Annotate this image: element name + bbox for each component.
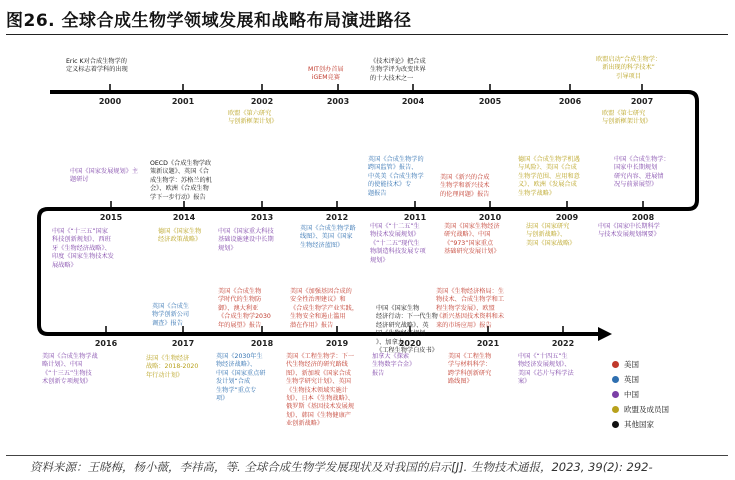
event-2015: 中国《“十三五”国家 科技创新规划》、西班 牙《生物经济战略》、 印度《国家生物技术发 展战略》 xyxy=(52,228,114,269)
year-label: 2004 xyxy=(401,97,425,106)
year-label: 2005 xyxy=(478,97,502,106)
event-2012: 英国《合成生物学路 线图》、美国《国家 生物经济蓝图》 xyxy=(300,225,356,249)
event-2021: 美国《工程生物 学与材料科学： 跨学科创新研究 路线图》 xyxy=(448,353,492,386)
event-2011-top: 美国《新兴的合成 生物学和新兴技术 的伦理问题》报告 xyxy=(440,174,490,198)
event-2020: 加拿大《探索 生物数字合金》 报告 xyxy=(372,353,416,377)
event-2019-top: 美国《加强基因合成的 安全性治理建议》和 《合成生物学产业实践， 生物安全和遏止滥用 潜在作用》报告 xyxy=(290,288,359,329)
year-label: 2013 xyxy=(250,213,274,222)
event-2002: 欧盟《第六研究 与创新框架计划》 xyxy=(228,110,278,126)
event-2008: 中国《国家中长期科学 与技术发展规划纲要》 xyxy=(598,223,660,239)
event-2000: Eric K对合成生物学的 定义标志着学科的出现 xyxy=(66,58,128,74)
event-2007-bottom: 欧盟《第七研究 与创新框架计划》 xyxy=(602,110,652,126)
event-2004: 《技术评论》把合成 生物学评为改变世界 的十大技术之一 xyxy=(370,58,426,82)
event-2018: 英国《2030年生 物经济战略》、 中国《国家重点研 发计划“合成 生物学”重点专 项》 xyxy=(216,353,266,403)
event-2014: 德国《国家生物 经济政策战略》 xyxy=(158,228,202,244)
event-2013: 中国《国家重大科技 基础设施建设中长期 规划》 xyxy=(218,228,274,252)
event-2009: 法国《国家研究 与创新战略》、 美国《国家战略》 xyxy=(526,223,576,247)
timeline-loop-right xyxy=(688,92,697,209)
timeline-loop-left xyxy=(39,209,48,334)
event-2021-top: 美国《生物经济格局：生 物技术、合成生物学和工 程生物学发展》、欧盟 《新兴基因技术资料和未 来的市场应用》报告 xyxy=(436,288,505,329)
event-2012-top: 英国《合成生物学的 跨国监管》报告、 中英美《合成生物学 的使能技术》专 题报告 xyxy=(368,156,424,197)
event-2020-top: 中国《国家生物 经济行动：下一代生物 经济研究战略》、英 国《生物经济规划 》、加拿大 《工程生物学白皮书》 xyxy=(376,305,438,355)
event-2022: 中国《“十四五”生 物经济发展规划》、 美国《芯片与科学法 案》 xyxy=(518,353,574,386)
event-2003: MIT创办首届 iGEM竞赛 xyxy=(308,66,344,82)
legend-item-cn: 中国 xyxy=(612,387,669,402)
year-label: 2011 xyxy=(403,213,427,222)
event-2014-top: 中国《国家发展规划》主 题研讨 xyxy=(70,168,139,184)
timeline-arrow-head xyxy=(598,327,612,341)
year-label: 2021 xyxy=(476,339,500,348)
event-2019: 美国《工程生物学：下一 代生物经济的研究路线 图》、新加坡《国家合成 生物学研究计划》、英国 《生物技术领域实施计 划》、日本《生物战略》、 俄罗斯《基因技术发展规 划》、韩国《生物健康产 业创新战略》 xyxy=(286,353,355,428)
event-2016: 美国《合成生物学战 略计划》、中国 《“十三五”生物技 术创新专项规划》 xyxy=(42,353,98,386)
legend-item-eu: 欧盟及成员国 xyxy=(612,402,669,417)
event-2010: 美国《国家生物经济 研究战略》、中国 《“973”国家重点 基础研究发展计划》 xyxy=(444,223,500,256)
year-label: 2017 xyxy=(171,339,195,348)
year-label: 2022 xyxy=(551,339,575,348)
legend-dot-icon xyxy=(612,406,619,413)
year-label: 2001 xyxy=(171,97,195,106)
event-2009-top: 德国《合成生物学机遇 与风险》、美国《合成 生物学范围、应用和意 义》、欧洲《发展合成 生物学战略》 xyxy=(518,156,580,197)
legend xyxy=(612,357,669,432)
event-2018-top: 美国《合成生物 学时代的生物防 御》、澳大利亚 《合成生物学2030 年的展望》报告 xyxy=(218,288,271,329)
year-label: 2018 xyxy=(250,339,274,348)
event-2001-oecd: OECD《合成生物学政 策新议题》、英国《合 成生物学：苏格兰的机 会》、欧洲《合成生物 学下一步行动》报告 xyxy=(150,160,212,201)
year-label: 2014 xyxy=(172,213,196,222)
year-label: 2015 xyxy=(99,213,123,222)
year-label: 2012 xyxy=(325,213,349,222)
legend-dot-icon xyxy=(612,421,619,428)
legend-item-other: 其他国家 xyxy=(612,417,669,432)
footer-rule xyxy=(6,455,728,456)
year-label: 2016 xyxy=(94,339,118,348)
source-citation: 资料来源：王晓梅，杨小薇，李祎高，等. 全球合成生物学发展现状及对我国的启示[J]. 生物技术通报，2023, 39(2): 292- xyxy=(30,460,653,474)
year-label: 2009 xyxy=(555,213,579,222)
year-label: 2007 xyxy=(630,97,654,106)
event-2007-top: 欧盟启动“合成生物学： 新出现的科学技术” 引导项目 xyxy=(596,56,662,80)
year-label: 2008 xyxy=(631,213,655,222)
year-label: 2002 xyxy=(250,97,274,106)
legend-dot-icon xyxy=(612,361,619,368)
event-2011: 中国《“十二五”生 物技术发展规划》 《“十二五”现代生 物制造科技发展专项 规划》 xyxy=(370,223,426,264)
year-label: 2010 xyxy=(478,213,502,222)
figure-title: 图26. 全球合成生物学领域发展和战略布局演进路径 xyxy=(6,11,412,31)
event-2008-top: 中国《合成生物学： 国家中长期规划 研究内容、进展情 况与前景展望》 xyxy=(614,156,670,189)
legend-dot-icon xyxy=(612,391,619,398)
year-label: 2020 xyxy=(398,339,422,348)
legend-item-us: 美国 xyxy=(612,357,669,372)
year-label: 2000 xyxy=(98,97,122,106)
event-2017: 法国《生物经济 战略：2018-2020 年行动计划》 xyxy=(146,355,199,379)
year-label: 2006 xyxy=(558,97,582,106)
year-label: 2003 xyxy=(326,97,350,106)
legend-item-uk: 英国 xyxy=(612,372,669,387)
event-2017-top: 英国《合成生 物学创新公司 调查》报告 xyxy=(152,303,190,327)
legend-dot-icon xyxy=(612,376,619,383)
year-label: 2019 xyxy=(325,339,349,348)
